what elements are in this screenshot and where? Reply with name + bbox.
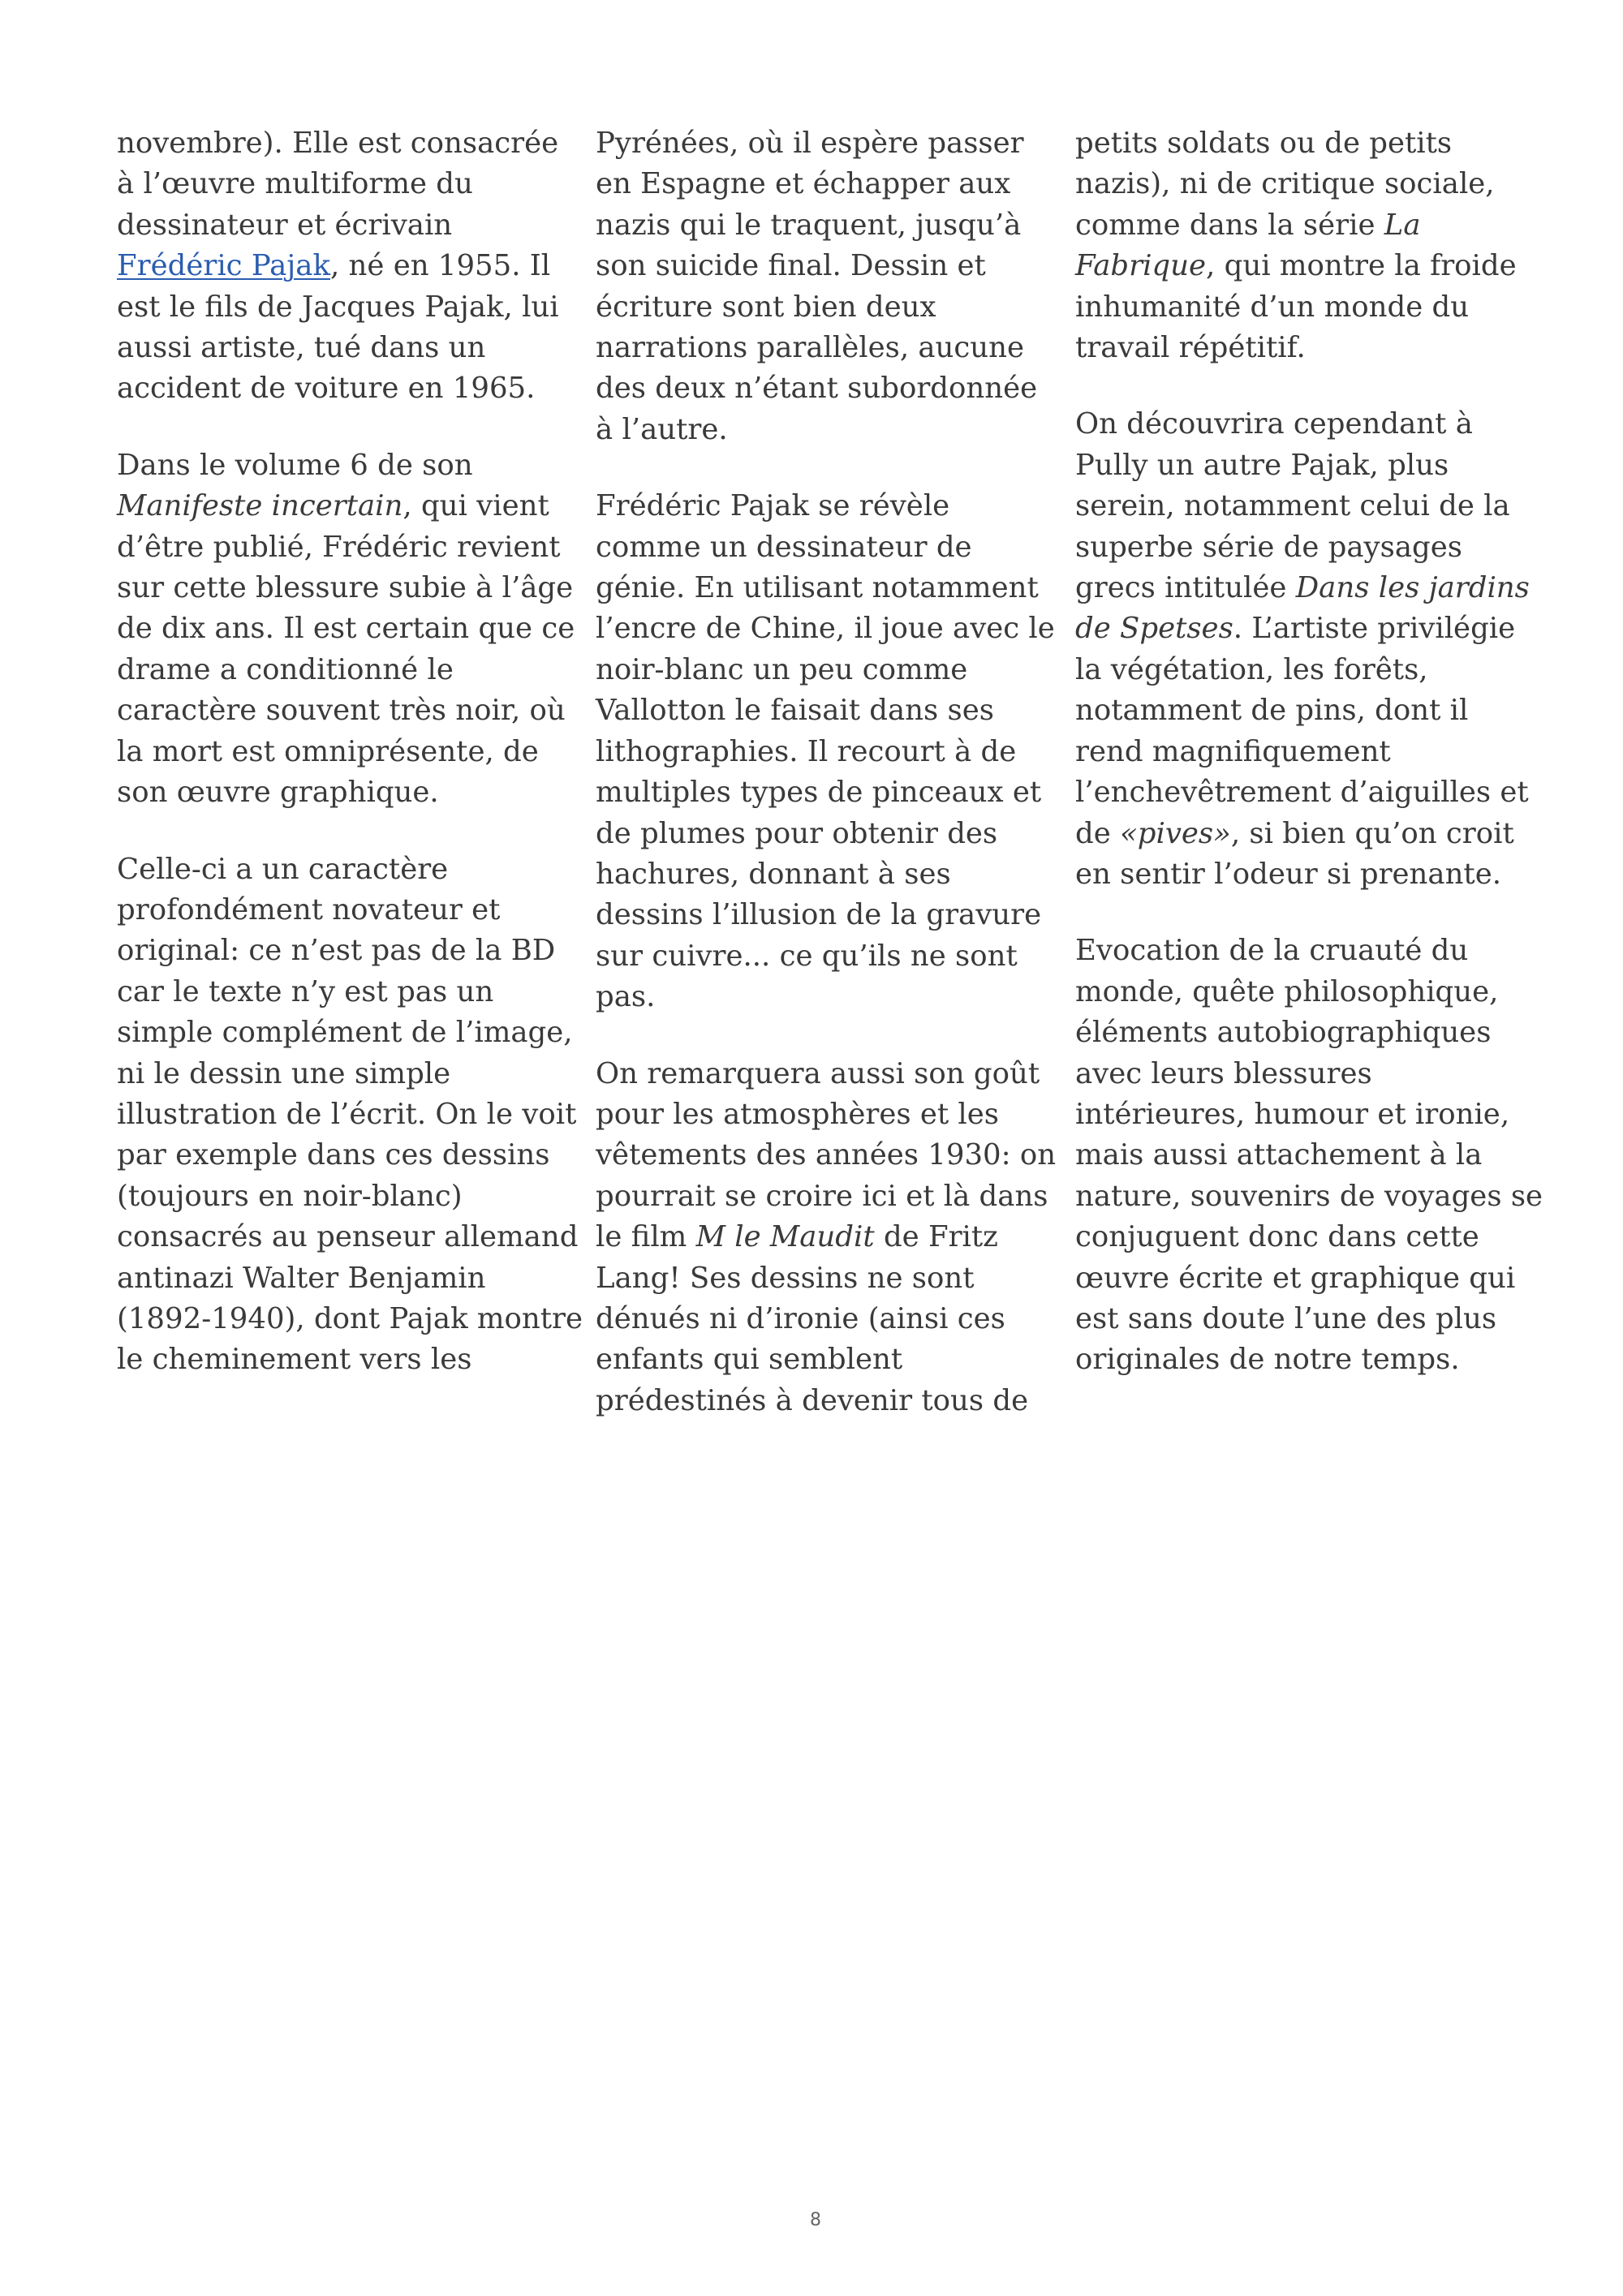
- text-line: [1075, 1258, 1530, 1299]
- text-line: [596, 936, 1050, 977]
- text-segment: est sans doute l’une des plus: [1075, 1301, 1497, 1335]
- paragraph: [1075, 931, 1543, 1380]
- text-segment: car le texte n’y est pas un: [117, 974, 494, 1008]
- text-line: [117, 368, 571, 409]
- text-segment: œuvre écrite et graphique qui: [1075, 1261, 1516, 1295]
- text-line: [117, 123, 571, 164]
- text-line: [596, 977, 1050, 1017]
- text-line: [117, 486, 571, 527]
- text-line: [117, 164, 571, 204]
- text-segment: Vallotton le faisait dans ses: [596, 694, 994, 728]
- text-segment: simple complément de l’image,: [117, 1016, 573, 1050]
- text-line: [596, 854, 1050, 895]
- text-segment: éléments autobiographiques: [1075, 1016, 1492, 1050]
- text-segment: est le fils de Jacques Pajak, lui: [117, 290, 559, 324]
- text-line: [117, 287, 571, 328]
- text-segment: , né en 1955. Il: [329, 249, 551, 283]
- text-segment: dessins l’illusion de la gravure: [596, 898, 1042, 932]
- text-segment: travail répétitif.: [1075, 331, 1306, 365]
- text-segment: intérieures, humour et ironie,: [1075, 1097, 1510, 1131]
- frederic-pajak-link[interactable]: Frédéric Pajak: [117, 249, 330, 283]
- text-segment: multiples types de pinceaux et: [596, 776, 1042, 810]
- text-line: [117, 1013, 571, 1053]
- text-segment: , qui vient: [403, 489, 549, 523]
- text-line: [117, 328, 571, 368]
- text-segment: nature, souvenirs de voyages se: [1075, 1179, 1543, 1213]
- text-line: [1075, 732, 1530, 772]
- text-line: [1075, 246, 1530, 286]
- text-segment: Celle-ci a un caractère: [117, 852, 449, 886]
- text-segment: nazis qui le traquent, jusqu’à: [596, 208, 1022, 242]
- text-line: [596, 1258, 1050, 1299]
- text-segment: Frédéric Pajak se révèle: [596, 489, 950, 523]
- paragraph: [117, 849, 583, 1381]
- italic-title: M le Maudit: [695, 1220, 875, 1254]
- text-column-3: [1075, 123, 1543, 1417]
- text-line: [117, 445, 571, 486]
- text-line: [117, 608, 575, 649]
- text-line: [596, 608, 1055, 649]
- text-segment: Evocation de la cruauté du: [1075, 934, 1469, 968]
- text-segment: accident de voiture en 1965.: [117, 372, 536, 406]
- italic-title: «pives»: [1120, 816, 1231, 850]
- text-line: [596, 1217, 1050, 1258]
- text-segment: originales de notre temps.: [1075, 1343, 1460, 1377]
- text-segment: notamment de pins, dont il: [1075, 694, 1469, 728]
- text-segment: lithographies. Il recourt à de: [596, 734, 1017, 768]
- text-segment: conjuguent donc dans cette: [1075, 1220, 1479, 1254]
- text-line: [1075, 690, 1530, 731]
- text-segment: Pully un autre Pajak, plus: [1075, 448, 1449, 482]
- text-segment: à l’autre.: [596, 412, 728, 446]
- page-number: 8: [810, 2210, 821, 2230]
- text-line: [117, 650, 571, 690]
- text-line: [1075, 123, 1530, 164]
- text-line: [596, 123, 1050, 164]
- text-line: [596, 814, 1050, 854]
- paragraph: [1075, 123, 1530, 368]
- text-line: [117, 1299, 583, 1339]
- text-line: [1075, 445, 1530, 486]
- text-column-1: [117, 123, 583, 1417]
- text-segment: son œuvre graphique.: [117, 776, 439, 810]
- text-segment: le film: [596, 1220, 696, 1254]
- text-line: [596, 895, 1050, 935]
- text-line: [1075, 486, 1530, 527]
- text-segment: sur cuivre... ce qu’ils ne sont: [596, 939, 1018, 973]
- text-line: [596, 527, 1050, 568]
- text-segment: de: [1075, 816, 1121, 850]
- text-segment: le cheminement vers les: [117, 1343, 472, 1377]
- text-segment: (1892-1940), dont Pajak montre: [117, 1301, 583, 1335]
- text-line: [596, 410, 1050, 450]
- text-segment: son suicide final. Dessin et: [596, 249, 986, 283]
- text-line: [596, 690, 1050, 731]
- text-line: [1075, 164, 1530, 204]
- text-line: [596, 287, 1050, 328]
- text-line: [117, 246, 571, 286]
- text-segment: drame a conditionné le: [117, 652, 454, 686]
- text-line: [596, 1054, 1050, 1094]
- text-line: [1075, 527, 1530, 568]
- text-segment: mais aussi attachement à la: [1075, 1138, 1483, 1172]
- text-line: [117, 1339, 571, 1380]
- text-line: [117, 568, 574, 608]
- text-segment: ni le dessin une simple: [117, 1056, 451, 1090]
- text-segment: novembre). Elle est consacrée: [117, 127, 559, 160]
- text-segment: antinazi Walter Benjamin: [117, 1261, 486, 1295]
- text-segment: en Espagne et échapper aux: [596, 167, 1011, 201]
- text-segment: aussi artiste, tué dans un: [117, 331, 486, 365]
- text-line: [596, 1299, 1050, 1339]
- text-segment: superbe série de paysages: [1075, 530, 1462, 564]
- text-line: [1075, 972, 1530, 1013]
- text-segment: Pyrénées, où il espère passer: [596, 127, 1024, 160]
- paragraph: [1075, 404, 1530, 895]
- text-segment: pour les atmosphères et les: [596, 1097, 999, 1131]
- text-line: [1075, 608, 1530, 649]
- text-line: [1075, 650, 1530, 690]
- text-segment: noir-blanc un peu comme: [596, 652, 968, 686]
- text-segment: narrations parallèles, aucune: [596, 331, 1025, 365]
- text-line: [596, 486, 1050, 527]
- text-segment: comme dans la série: [1075, 208, 1384, 242]
- text-line: [117, 690, 571, 731]
- text-line: [596, 1135, 1057, 1176]
- text-segment: nazis), ni de critique sociale,: [1075, 167, 1495, 201]
- paragraph: [117, 123, 571, 410]
- italic-title: La: [1384, 208, 1421, 242]
- text-segment: , si bien qu’on croit: [1230, 816, 1514, 850]
- text-line: [596, 246, 1050, 286]
- text-line: [117, 1054, 571, 1094]
- text-line: [1075, 814, 1530, 854]
- text-segment: écriture sont bien deux: [596, 290, 936, 324]
- text-segment: avec leurs blessures: [1075, 1056, 1372, 1090]
- text-line: [1075, 568, 1530, 608]
- italic-title: Fabrique: [1075, 249, 1207, 283]
- text-line: [1075, 1299, 1530, 1339]
- text-line: [1075, 1135, 1530, 1176]
- text-line: [117, 732, 571, 772]
- text-segment: . L’artiste privilégie: [1233, 612, 1516, 646]
- text-segment: monde, quête philosophique,: [1075, 974, 1499, 1008]
- text-column-2: [596, 123, 1057, 1457]
- text-segment: de dix ans. Il est certain que ce: [117, 612, 575, 646]
- text-segment: l’encre de Chine, il joue avec le: [596, 612, 1055, 646]
- text-line: [1075, 1217, 1530, 1258]
- text-line: [1075, 404, 1530, 445]
- text-segment: par exemple dans ces dessins: [117, 1138, 550, 1172]
- text-segment: vêtements des années 1930: on: [596, 1138, 1057, 1172]
- text-line: [117, 1176, 571, 1217]
- text-segment: d’être publié, Frédéric revient: [117, 530, 561, 564]
- text-segment: petits soldats ou de petits: [1075, 127, 1453, 160]
- text-segment: inhumanité d’un monde du: [1075, 290, 1470, 324]
- text-line: [596, 1094, 1050, 1135]
- text-segment: rend magnifiquement: [1075, 734, 1391, 768]
- text-line: [117, 890, 571, 931]
- text-segment: (toujours en noir-blanc): [117, 1179, 463, 1213]
- text-line: [1075, 854, 1530, 895]
- text-line: [1075, 287, 1530, 328]
- text-segment: prédestinés à devenir tous de: [596, 1383, 1029, 1417]
- text-line: [596, 164, 1050, 204]
- text-segment: grecs intitulée: [1075, 571, 1296, 605]
- text-segment: de plumes pour obtenir des: [596, 816, 998, 850]
- text-line: [1075, 1094, 1530, 1135]
- text-segment: Lang! Ses dessins ne sont: [596, 1261, 975, 1295]
- italic-title: de Spetses: [1075, 612, 1233, 646]
- text-line: [117, 849, 571, 890]
- text-segment: la végétation, les forêts,: [1075, 652, 1428, 686]
- text-line: [596, 732, 1050, 772]
- paragraph: [596, 486, 1055, 1017]
- text-segment: original: ce n’est pas de la BD: [117, 934, 556, 968]
- text-segment: l’enchevêtrement d’aiguilles et: [1075, 776, 1529, 810]
- text-line: [596, 568, 1050, 608]
- text-segment: sur cette blessure subie à l’âge: [117, 571, 574, 605]
- text-segment: dénués ni d’ironie (ainsi ces: [596, 1301, 1005, 1335]
- text-line: [596, 205, 1050, 246]
- text-segment: enfants qui semblent: [596, 1343, 903, 1377]
- text-line: [1075, 1013, 1530, 1053]
- text-segment: , qui montre la froide: [1206, 249, 1517, 283]
- paragraph: [596, 123, 1050, 450]
- text-segment: dessinateur et écrivain: [117, 208, 453, 242]
- text-line: [117, 1094, 577, 1135]
- text-segment: consacrés au penseur allemand: [117, 1220, 579, 1254]
- text-line: [596, 328, 1050, 368]
- text-line: [1075, 1176, 1543, 1217]
- text-line: [1075, 205, 1530, 246]
- text-segment: profondément novateur et: [117, 892, 501, 927]
- text-segment: Dans le volume 6 de son: [117, 448, 473, 482]
- text-line: [1075, 772, 1530, 813]
- paragraph: [117, 445, 575, 814]
- text-segment: hachures, donnant à ses: [596, 857, 951, 891]
- text-line: [596, 1339, 1050, 1380]
- text-segment: pourrait se croire ici et là dans: [596, 1179, 1048, 1213]
- text-segment: des deux n’étant subordonnée: [596, 372, 1038, 406]
- text-line: [117, 772, 571, 813]
- text-line: [596, 1381, 1050, 1421]
- text-segment: en sentir l’odeur si prenante.: [1075, 857, 1501, 891]
- text-line: [1075, 1339, 1530, 1380]
- text-segment: serein, notamment celui de la: [1075, 489, 1510, 523]
- text-segment: pas.: [596, 980, 656, 1014]
- italic-title: Manifeste incertain: [117, 489, 403, 523]
- text-segment: à l’œuvre multiforme du: [117, 167, 473, 201]
- text-segment: On remarquera aussi son goût: [596, 1056, 1040, 1090]
- text-line: [117, 1258, 571, 1299]
- text-line: [117, 1135, 571, 1176]
- text-segment: illustration de l’écrit. On le voit: [117, 1097, 577, 1131]
- text-line: [117, 527, 571, 568]
- text-line: [596, 368, 1050, 409]
- text-line: [1075, 931, 1530, 971]
- text-line: [596, 772, 1050, 813]
- text-line: [117, 1217, 579, 1258]
- paragraph: [596, 1054, 1057, 1422]
- text-segment: la mort est omniprésente, de: [117, 734, 539, 768]
- text-line: [117, 205, 571, 246]
- text-segment: génie. En utilisant notamment: [596, 571, 1039, 605]
- text-segment: caractère souvent très noir, où: [117, 694, 566, 728]
- text-line: [117, 972, 571, 1013]
- text-line: [1075, 1054, 1530, 1094]
- text-line: [1075, 328, 1530, 368]
- text-segment: comme un dessinateur de: [596, 530, 972, 564]
- italic-title: Dans les jardins: [1295, 571, 1530, 605]
- text-line: [596, 1176, 1050, 1217]
- text-segment: On découvrira cependant à: [1075, 407, 1473, 441]
- text-line: [117, 931, 571, 971]
- text-segment: de Fritz: [874, 1220, 998, 1254]
- text-line: [596, 650, 1050, 690]
